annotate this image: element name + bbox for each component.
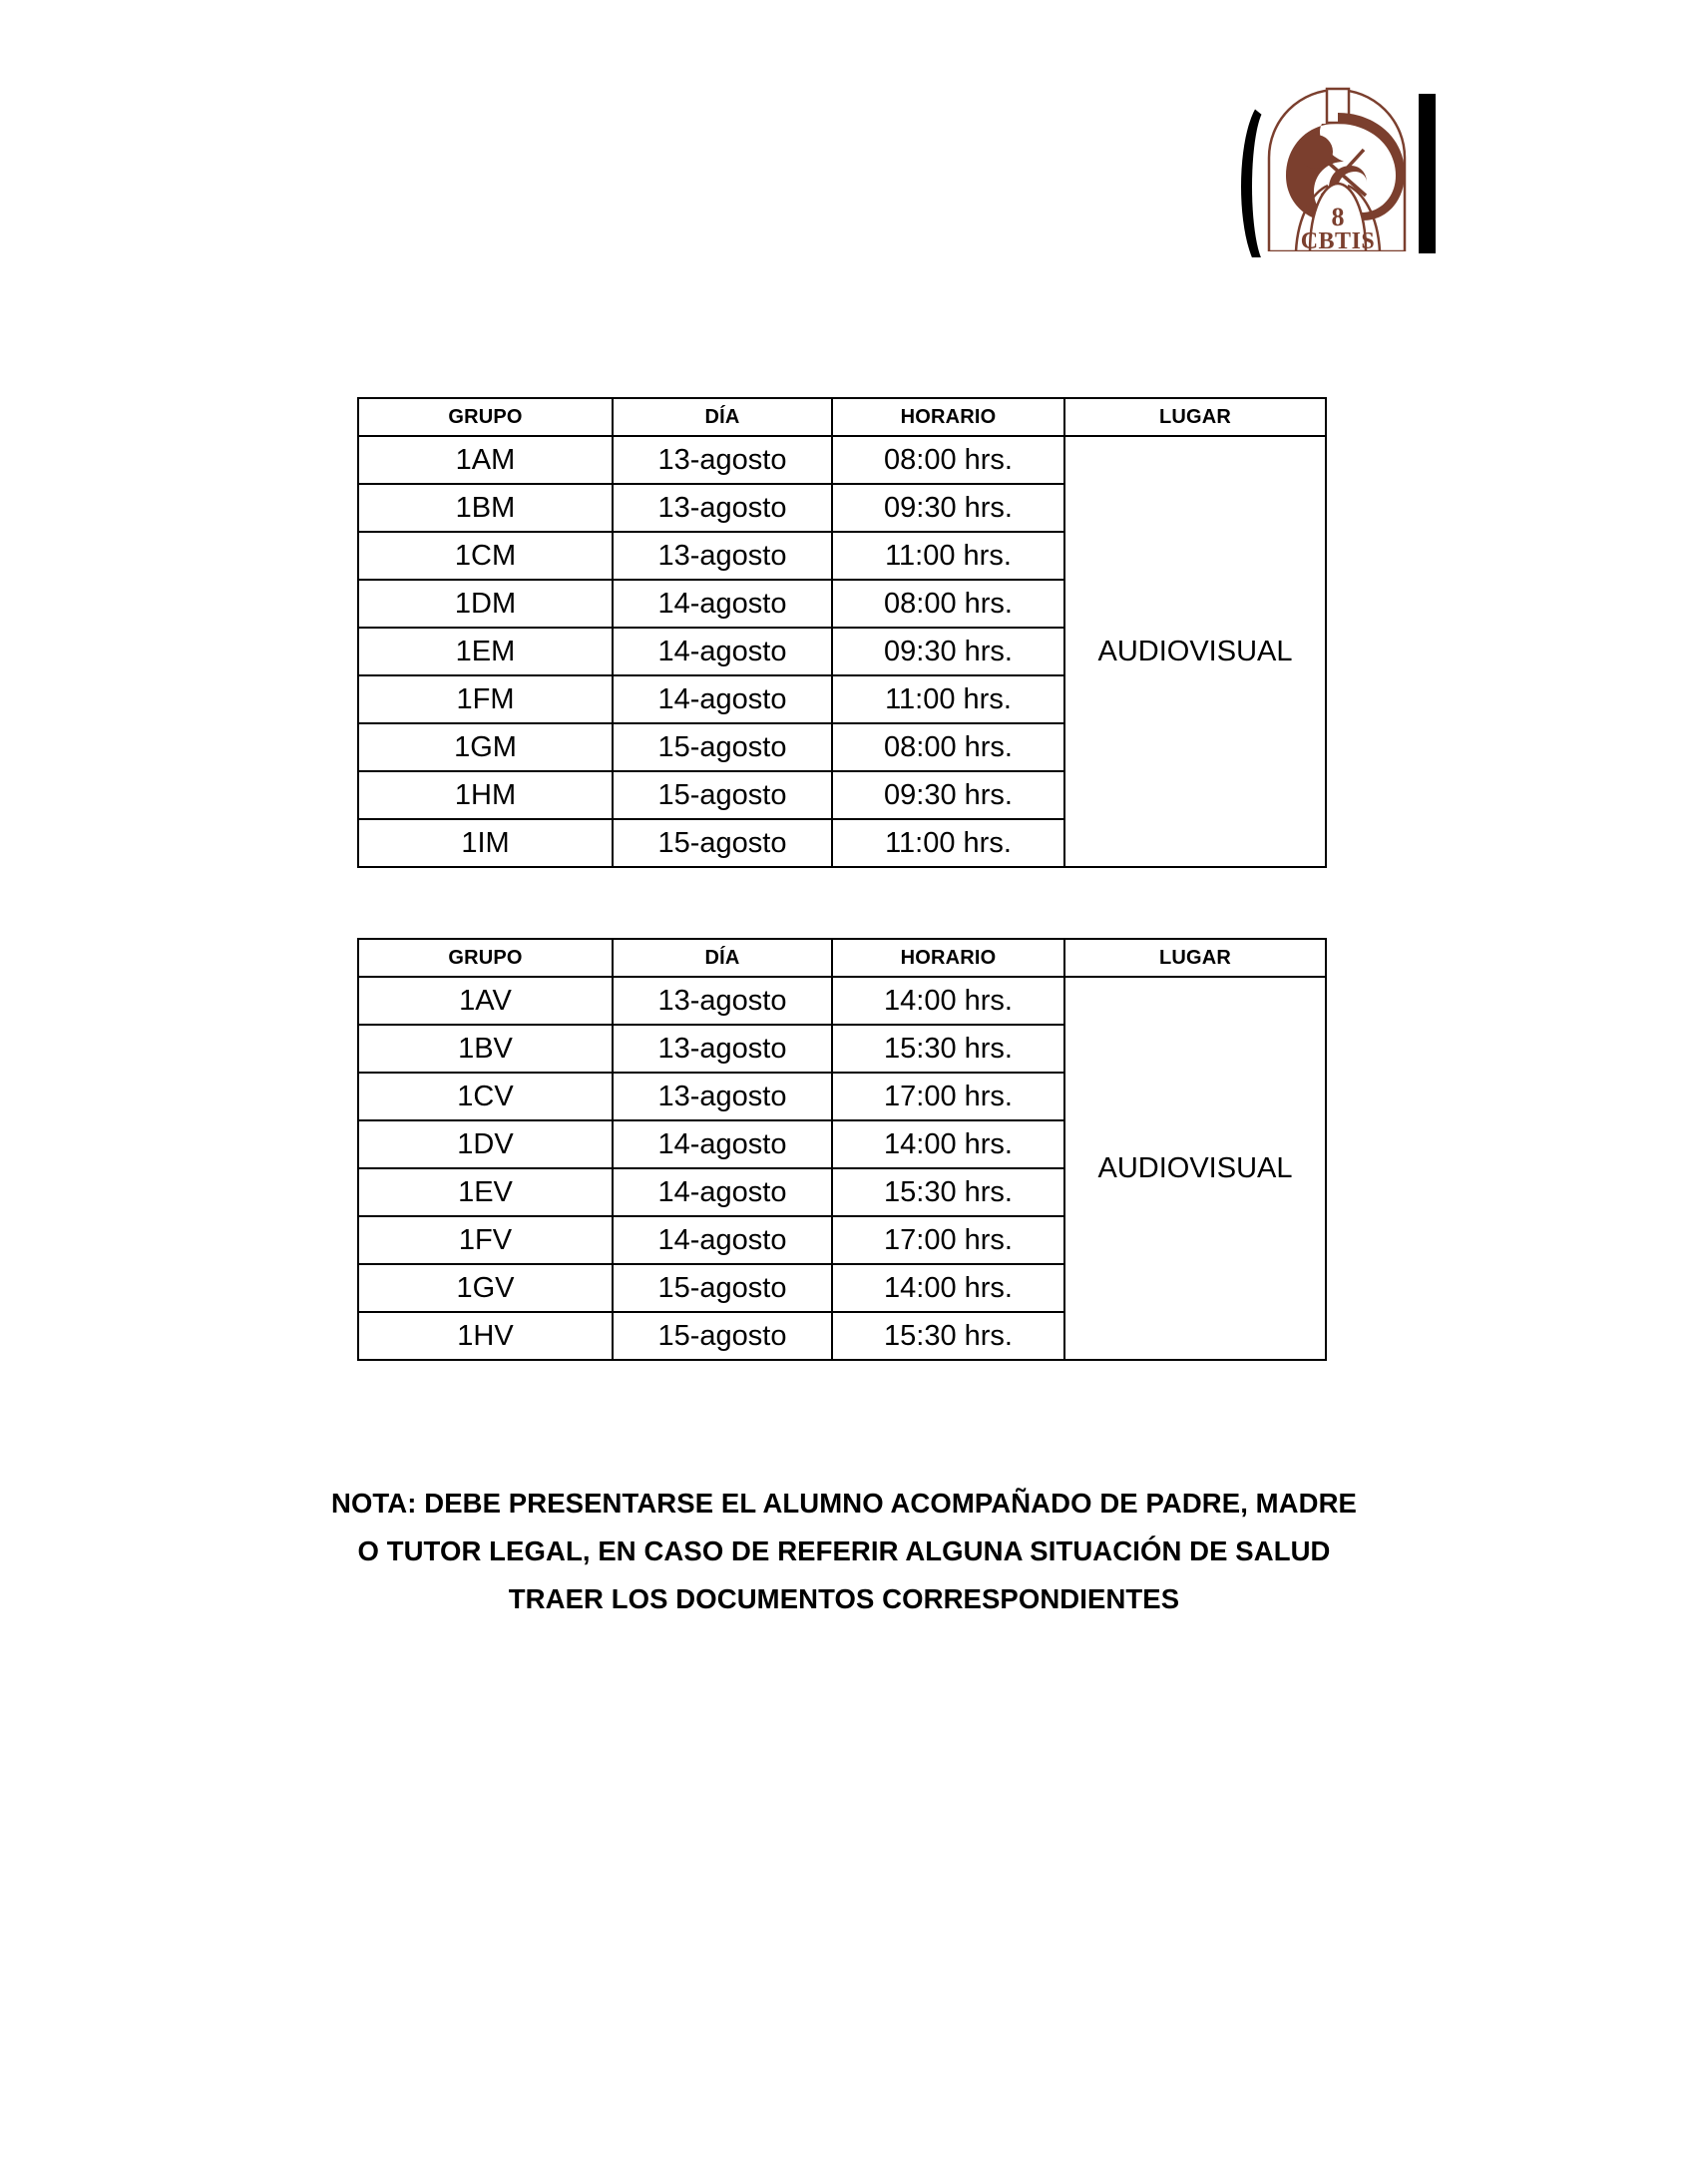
cell-horario: 09:30 hrs. — [832, 771, 1064, 819]
nota-block — [0, 1480, 1688, 1623]
cell-dia: 14-agosto — [613, 580, 832, 628]
cell-horario: 14:00 hrs. — [832, 977, 1064, 1025]
cell-dia: 13-agosto — [613, 1073, 832, 1120]
cell-dia: 13-agosto — [613, 436, 832, 484]
cell-horario: 11:00 hrs. — [832, 675, 1064, 723]
cell-dia: 15-agosto — [613, 1312, 832, 1360]
cell-grupo: 1GV — [358, 1264, 613, 1312]
logo-emblem-icon — [1264, 80, 1410, 251]
cell-grupo: 1DM — [358, 580, 613, 628]
cell-horario: 17:00 hrs. — [832, 1216, 1064, 1264]
cell-grupo: 1BV — [358, 1025, 613, 1073]
cell-lugar: AUDIOVISUAL — [1064, 436, 1326, 867]
cell-grupo: 1HM — [358, 771, 613, 819]
cell-horario: 15:30 hrs. — [832, 1312, 1064, 1360]
svg-text:8: 8 — [1331, 203, 1345, 231]
cell-grupo: 1GM — [358, 723, 613, 771]
cell-grupo: 1IM — [358, 819, 613, 867]
cell-grupo: 1HV — [358, 1312, 613, 1360]
cell-horario: 15:30 hrs. — [832, 1168, 1064, 1216]
cell-grupo: 1AM — [358, 436, 613, 484]
cell-horario: 14:00 hrs. — [832, 1264, 1064, 1312]
header-horario: HORARIO — [832, 398, 1064, 436]
header-grupo: GRUPO — [358, 398, 613, 436]
cell-grupo: 1AV — [358, 977, 613, 1025]
schedule-table-afternoon — [357, 938, 1327, 1361]
cell-horario: 08:00 hrs. — [832, 580, 1064, 628]
cell-grupo: 1EV — [358, 1168, 613, 1216]
cell-horario: 11:00 hrs. — [832, 819, 1064, 867]
cell-dia: 14-agosto — [613, 1216, 832, 1264]
header-lugar: LUGAR — [1064, 398, 1326, 436]
cell-horario: 09:30 hrs. — [832, 628, 1064, 675]
cell-dia: 14-agosto — [613, 1120, 832, 1168]
table-header-row — [358, 398, 1326, 436]
table-row — [358, 977, 1326, 1025]
table-header-row — [358, 939, 1326, 977]
nota-line-3: TRAER LOS DOCUMENTOS CORRESPONDIENTES — [508, 1583, 1180, 1614]
cell-dia: 13-agosto — [613, 532, 832, 580]
cell-horario: 08:00 hrs. — [832, 723, 1064, 771]
table-row — [358, 436, 1326, 484]
cell-horario: 17:00 hrs. — [832, 1073, 1064, 1120]
cell-dia: 15-agosto — [613, 771, 832, 819]
cell-grupo: 1DV — [358, 1120, 613, 1168]
cbtis-logo — [1212, 70, 1462, 289]
cell-dia: 13-agosto — [613, 484, 832, 532]
cell-grupo: 1EM — [358, 628, 613, 675]
header-dia: DÍA — [613, 398, 832, 436]
schedule-table-morning — [357, 397, 1327, 868]
cell-horario: 15:30 hrs. — [832, 1025, 1064, 1073]
cell-grupo: 1CV — [358, 1073, 613, 1120]
svg-text:CBTIS: CBTIS — [1300, 228, 1376, 251]
cell-horario: 14:00 hrs. — [832, 1120, 1064, 1168]
cell-lugar: AUDIOVISUAL — [1064, 977, 1326, 1360]
nota-line-2: O TUTOR LEGAL, EN CASO DE REFERIR ALGUNA SITUACIÓN DE SALUD — [357, 1535, 1331, 1566]
cell-dia: 15-agosto — [613, 819, 832, 867]
cell-dia: 14-agosto — [613, 675, 832, 723]
cell-dia: 15-agosto — [613, 723, 832, 771]
cell-dia: 14-agosto — [613, 1168, 832, 1216]
logo-vertical-bar-icon — [1419, 94, 1436, 253]
cell-grupo: 1CM — [358, 532, 613, 580]
header-grupo: GRUPO — [358, 939, 613, 977]
header-lugar: LUGAR — [1064, 939, 1326, 977]
header-horario: HORARIO — [832, 939, 1064, 977]
cell-dia: 14-agosto — [613, 628, 832, 675]
cell-grupo: 1BM — [358, 484, 613, 532]
cell-grupo: 1FM — [358, 675, 613, 723]
header-dia: DÍA — [613, 939, 832, 977]
cell-horario: 09:30 hrs. — [832, 484, 1064, 532]
cell-dia: 13-agosto — [613, 977, 832, 1025]
cell-horario: 08:00 hrs. — [832, 436, 1064, 484]
cell-dia: 13-agosto — [613, 1025, 832, 1073]
cell-horario: 11:00 hrs. — [832, 532, 1064, 580]
cell-grupo: 1FV — [358, 1216, 613, 1264]
nota-line-1: NOTA: DEBE PRESENTARSE EL ALUMNO ACOMPAÑADO DE PADRE, MADRE — [330, 1488, 1358, 1519]
cell-dia: 15-agosto — [613, 1264, 832, 1312]
